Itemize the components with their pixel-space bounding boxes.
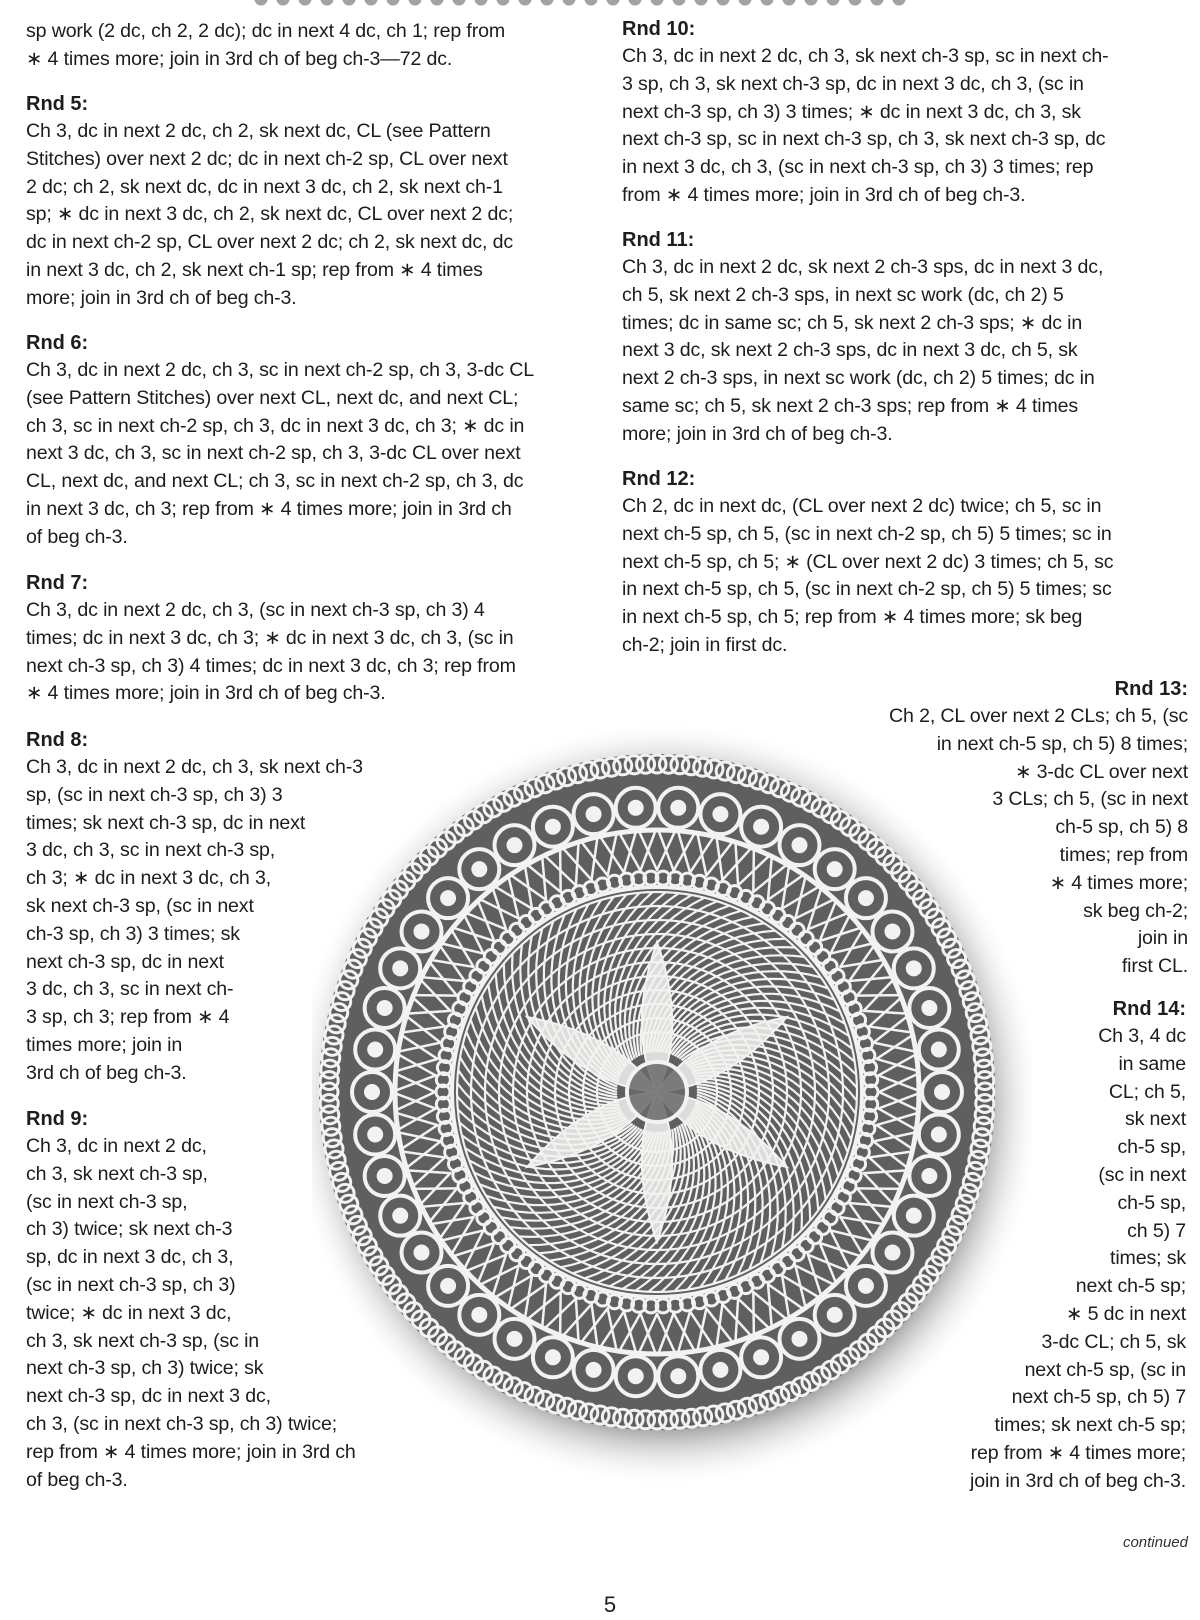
instruction-line: sp, (sc in next ch-3 sp, ch 3) 3	[26, 783, 283, 806]
instruction-line: ch 3) twice; sk next ch-3	[26, 1218, 233, 1241]
instruction-line: next ch-3 sp, dc in next 3 dc,	[26, 1385, 271, 1408]
instruction-line: 3rd ch of beg ch-3.	[26, 1061, 187, 1084]
instruction-line: rep from ∗ 4 times more; join in 3rd ch	[26, 1440, 356, 1463]
instruction-line: join in 3rd ch of beg ch-3.	[970, 1469, 1186, 1492]
intro-text	[26, 18, 505, 74]
doily-photo	[312, 722, 1032, 1492]
instruction-line: next ch-3 sp, dc in next	[26, 950, 224, 973]
instruction-line: next ch-3 sp, ch 3) twice; sk	[26, 1357, 264, 1380]
instruction-line: Ch 3, dc in next 2 dc, ch 3, sc in next ch-2 sp, ch 3, 3-dc CL	[26, 359, 535, 381]
instruction-line: next ch-3 sp, ch 3) 4 times; dc in next 3 dc, ch 3; rep from	[26, 654, 516, 677]
instruction-line: same sc; ch 5, sk next 2 ch-3 sps; rep from ∗ 4 times	[622, 394, 1079, 417]
instruction-line: ch 3, sc in next ch-2 sp, ch 3, dc in next 3 dc, ch 3; ∗ dc in	[26, 414, 525, 437]
instruction-line: in next 3 dc, ch 3; rep from ∗ 4 times more; join in 3rd ch	[26, 497, 512, 520]
instruction-line: ∗ 5 dc in next	[1066, 1302, 1186, 1325]
instruction-line: CL, next dc, and next CL; ch 3, sc in next ch-2 sp, ch 3, dc	[26, 470, 524, 493]
instruction-line: ∗ 4 times more;	[1049, 871, 1188, 894]
instruction-line: join in	[1137, 927, 1188, 950]
instruction-line: sk next ch-3 sp, (sc in next	[26, 894, 254, 917]
instruction-line: sp work (2 dc, ch 2, 2 dc); dc in next 4 dc, ch 1; rep from	[26, 20, 506, 42]
round-7	[26, 570, 516, 708]
instruction-line: ∗ 3-dc CL over next	[1015, 760, 1188, 783]
instruction-line: next ch-3 sp, sc in next ch-3 sp, ch 3, sk next ch-3 sp, dc	[622, 128, 1106, 151]
instruction-line: 3-dc CL; ch 5, sk	[1041, 1330, 1186, 1353]
round-heading: Rnd 7:	[26, 572, 89, 594]
instruction-line: Ch 3, 4 dc	[1098, 1025, 1186, 1047]
instruction-line: dc in next ch-2 sp, CL over next 2 dc; ch 2, sk next dc, dc	[26, 231, 514, 254]
instruction-line: ch-5 sp,	[1117, 1136, 1186, 1159]
instruction-line: in next ch-5 sp, ch 5) 8 times;	[936, 732, 1188, 755]
round-12	[622, 466, 1113, 660]
decorative-dot-border	[250, 0, 910, 8]
instruction-line: 3 dc, ch 3, sc in next ch-3 sp,	[26, 839, 276, 862]
round-heading: Rnd 14:	[1112, 998, 1186, 1020]
round-instructions	[26, 357, 534, 552]
instruction-line: 3 dc, ch 3, sc in next ch-	[26, 978, 234, 1001]
instruction-line: (sc in next ch-3 sp,	[26, 1190, 188, 1213]
instruction-line: next ch-5 sp, ch 5, (sc in next ch-2 sp, ch 5) 5 times; sc in	[622, 522, 1112, 545]
round-heading: Rnd 11:	[622, 229, 695, 251]
instruction-line: next ch-5 sp, (sc in	[1024, 1358, 1186, 1381]
instruction-line: times; dc in next 3 dc, ch 3; ∗ dc in next 3 dc, ch 3, (sc in	[26, 626, 514, 649]
round-heading: Rnd 10:	[622, 18, 696, 40]
instruction-line: ch 3, sk next ch-3 sp, (sc in	[26, 1329, 260, 1352]
instruction-line: times more; join in	[26, 1033, 183, 1056]
instruction-line: times; sk	[1110, 1247, 1186, 1270]
instruction-line: next 2 ch-3 sps, in next sc work (dc, ch 2) 5 times; dc in	[622, 367, 1095, 390]
round-heading: Rnd 6:	[26, 332, 89, 354]
instruction-line: times; sk next ch-5 sp;	[994, 1414, 1186, 1437]
round-instructions	[26, 1133, 356, 1494]
round-instructions	[622, 254, 1103, 449]
instruction-line: (sc in next	[1098, 1163, 1186, 1186]
instruction-line: Stitches) over next 2 dc; dc in next ch-2 sp, CL over next	[26, 147, 508, 170]
instruction-line: Ch 3, dc in next 2 dc, ch 3, sk next ch-3	[26, 756, 363, 778]
round-10	[622, 16, 1109, 210]
instruction-line: ∗ 4 times more; join in 3rd ch of beg ch-3—72 dc.	[26, 47, 453, 70]
instruction-line: sp; ∗ dc in next 3 dc, ch 2, sk next dc, CL over next 2 dc;	[26, 203, 514, 226]
continued-note: continued	[1122, 1534, 1188, 1551]
instruction-line: ch 5, sk next 2 ch-3 sps, in next sc work (dc, ch 2) 5	[622, 283, 1064, 306]
instruction-line: first CL.	[1121, 955, 1188, 978]
instruction-line: Ch 3, dc in next 2 dc,	[26, 1135, 207, 1157]
instruction-line: next ch-5 sp;	[1075, 1275, 1186, 1298]
instruction-line: more; join in 3rd ch of beg ch-3.	[622, 422, 893, 445]
instruction-line: 3 sp, ch 3, sk next ch-3 sp, dc in next 3 dc, ch 3, (sc in	[622, 72, 1084, 95]
instruction-line: Ch 2, CL over next 2 CLs; ch 5, (sc	[889, 705, 1188, 727]
instruction-line: sp, dc in next 3 dc, ch 3,	[26, 1246, 234, 1269]
instruction-line: in same	[1118, 1052, 1186, 1075]
instruction-line: sk beg ch-2;	[1083, 899, 1188, 922]
round-5	[26, 91, 513, 313]
round-9	[26, 1106, 356, 1494]
instruction-line: ch 3; ∗ dc in next 3 dc, ch 3,	[26, 867, 271, 890]
instruction-line: Ch 2, dc in next dc, (CL over next 2 dc) twice; ch 5, sc in	[622, 495, 1102, 517]
instruction-line: Ch 3, dc in next 2 dc, ch 3, (sc in next ch-3 sp, ch 3) 4	[26, 599, 485, 621]
instruction-line: next 3 dc, sk next 2 ch-3 sps, dc in next 3 dc, ch 5, sk	[622, 339, 1078, 362]
instruction-line: next 3 dc, ch 3, sc in next ch-2 sp, ch 3, 3-dc CL over next	[26, 442, 521, 465]
instruction-line: times; rep from	[1059, 843, 1188, 866]
instruction-line: next ch-3 sp, ch 3) 3 times; ∗ dc in next 3 dc, ch 3, sk	[622, 100, 1081, 123]
instruction-line: of beg ch-3.	[26, 525, 128, 548]
instruction-line: in next ch-5 sp, ch 5, (sc in next ch-2 sp, ch 5) 5 times; sc	[622, 578, 1112, 601]
doily-illustration	[312, 722, 1032, 1492]
round-11	[622, 227, 1103, 449]
instruction-line: of beg ch-3.	[26, 1468, 128, 1491]
instruction-line: rep from ∗ 4 times more;	[970, 1441, 1186, 1464]
instruction-line: times; sk next ch-3 sp, dc in next	[26, 811, 306, 834]
instruction-line: ch 5) 7	[1127, 1219, 1186, 1242]
round-heading: Rnd 8:	[26, 729, 89, 751]
instruction-line: times; dc in same sc; ch 5, sk next 2 ch-3 sps; ∗ dc in	[622, 311, 1083, 334]
instruction-line: sk next	[1124, 1108, 1186, 1131]
round-instructions	[622, 43, 1109, 210]
round-heading: Rnd 13:	[1114, 678, 1188, 700]
round-instructions	[26, 118, 513, 313]
instruction-line: in next 3 dc, ch 2, sk next ch-1 sp; rep from ∗ 4 times	[26, 258, 483, 281]
instruction-line: ch-5 sp, ch 5) 8	[1055, 816, 1188, 839]
instruction-line: CL; ch 5,	[1108, 1080, 1186, 1103]
instruction-line: ch-3 sp, ch 3) 3 times; sk	[26, 922, 240, 945]
instruction-line: ∗ 4 times more; join in 3rd ch of beg ch-3.	[26, 682, 386, 705]
instruction-line: next ch-5 sp, ch 5; ∗ (CL over next 2 dc) 3 times; ch 5, sc	[622, 550, 1114, 573]
instruction-line: 3 sp, ch 3; rep from ∗ 4	[26, 1006, 230, 1029]
instruction-line: 3 CLs; ch 5, (sc in next	[992, 788, 1188, 811]
instruction-line: in next 3 dc, ch 3, (sc in next ch-3 sp, ch 3) 3 times; rep	[622, 156, 1094, 179]
round-instructions	[26, 597, 516, 708]
round-instructions	[622, 493, 1113, 660]
instruction-line: ch 3, sk next ch-3 sp,	[26, 1162, 208, 1185]
instruction-line: in next ch-5 sp, ch 5; rep from ∗ 4 times more; sk beg	[622, 606, 1083, 629]
instruction-line: ch-2; join in first dc.	[622, 633, 788, 656]
instruction-line: 2 dc; ch 2, sk next dc, dc in next 3 dc, ch 2, sk next ch-1	[26, 175, 503, 198]
instruction-line: Ch 3, dc in next 2 dc, ch 2, sk next dc, CL (see Pattern	[26, 120, 491, 142]
instruction-line: ch-5 sp,	[1117, 1191, 1186, 1214]
round-heading: Rnd 12:	[622, 468, 696, 490]
round-heading: Rnd 5:	[26, 93, 89, 115]
page-number: 5	[603, 1592, 617, 1617]
instruction-line: twice; ∗ dc in next 3 dc,	[26, 1301, 232, 1324]
instruction-line: next ch-5 sp, ch 5) 7	[1011, 1386, 1186, 1409]
instruction-line: more; join in 3rd ch of beg ch-3.	[26, 286, 297, 309]
instruction-line: (sc in next ch-3 sp, ch 3)	[26, 1273, 236, 1296]
instruction-line: ch 3, (sc in next ch-3 sp, ch 3) twice;	[26, 1412, 338, 1435]
instruction-line: Ch 3, dc in next 2 dc, ch 3, sk next ch-3 sp, sc in next ch-	[622, 45, 1109, 67]
round-6	[26, 330, 534, 552]
instruction-line: (see Pattern Stitches) over next CL, next dc, and next CL;	[26, 386, 519, 409]
instruction-line: from ∗ 4 times more; join in 3rd ch of beg ch-3.	[622, 183, 1026, 206]
instruction-line: Ch 3, dc in next 2 dc, sk next 2 ch-3 sps, dc in next 3 dc,	[622, 256, 1104, 278]
round-heading: Rnd 9:	[26, 1108, 89, 1130]
